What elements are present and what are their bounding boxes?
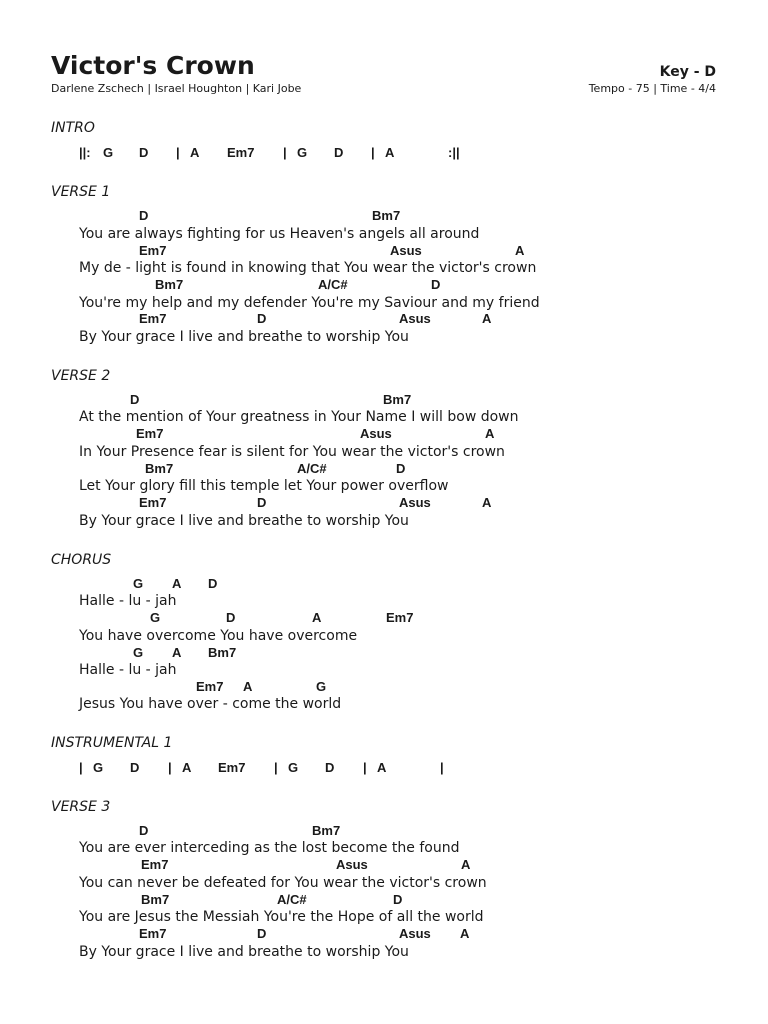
lyric-line: In Your Presence fear is silent for You wear the victor's crown [79, 444, 505, 460]
chord: A [172, 645, 182, 660]
bar-symbol: | [440, 760, 444, 775]
chord: D [208, 576, 218, 591]
section-title: INTRO [51, 120, 95, 136]
chord: Em7 [139, 495, 167, 510]
lyric-line: Jesus You have over - come the world [79, 696, 342, 712]
song-title: Victor's Crown [51, 51, 255, 80]
chord: A [243, 679, 253, 694]
chord: D [325, 760, 335, 775]
chord: A/C# [318, 277, 348, 292]
chord: D [130, 392, 140, 407]
bar-symbol: | [274, 760, 278, 775]
chord: Asus [390, 243, 422, 258]
chord: Bm7 [155, 277, 184, 292]
chord: Bm7 [145, 461, 174, 476]
lyric-line: Halle - lu - jah [79, 593, 177, 609]
lyric-line: By Your grace I live and breathe to worship You [79, 944, 409, 960]
song-authors: Darlene Zschech | Israel Houghton | Kari Jobe [51, 82, 302, 95]
chord: G [316, 679, 327, 694]
chord: Em7 [196, 679, 224, 694]
chord: A [385, 145, 395, 160]
chord: Bm7 [312, 823, 341, 838]
chord: A/C# [297, 461, 327, 476]
chord: Bm7 [141, 892, 170, 907]
bar-symbol: | [176, 145, 180, 160]
lyric-line: You are always fighting for us Heaven's angels all around [79, 226, 480, 242]
chord: D [257, 311, 267, 326]
chord: D [226, 610, 236, 625]
chord: D [334, 145, 344, 160]
lyric-line: You can never be defeated for You wear the victor's crown [79, 875, 487, 891]
chord: Bm7 [372, 208, 401, 223]
lyric-line: Halle - lu - jah [79, 662, 177, 678]
chord: G [150, 610, 161, 625]
chord: A [482, 495, 492, 510]
lyric-line: Let Your glory fill this temple let Your power overflow [79, 478, 449, 494]
lyric-line: My de - light is found in knowing that You wear the victor's crown [79, 260, 537, 276]
chord: A [515, 243, 525, 258]
chord: Em7 [136, 426, 164, 441]
chord: A [482, 311, 492, 326]
chord: A [312, 610, 322, 625]
chord: D [257, 926, 267, 941]
lyric-line: You're my help and my defender You're my Saviour and my friend [79, 295, 540, 311]
chord: D [431, 277, 441, 292]
song-key: Key - D [659, 64, 716, 80]
chord: G [133, 576, 144, 591]
section-title: INSTRUMENTAL 1 [51, 735, 173, 751]
chord: Em7 [227, 145, 255, 160]
chord: Bm7 [383, 392, 412, 407]
chord: A [377, 760, 387, 775]
section-title: VERSE 1 [51, 184, 111, 200]
chord: Em7 [141, 857, 169, 872]
lyric-line: You have overcome You have overcome [79, 628, 358, 644]
bar-symbol: | [363, 760, 367, 775]
chord: A/C# [277, 892, 307, 907]
bar-symbol: | [168, 760, 172, 775]
chord: D [139, 823, 149, 838]
chord: A [190, 145, 200, 160]
chord: A [460, 926, 470, 941]
chord: Em7 [386, 610, 414, 625]
chord: D [257, 495, 267, 510]
chord: Asus [399, 926, 431, 941]
chord: D [139, 145, 149, 160]
chord: A [485, 426, 495, 441]
chord: Asus [399, 311, 431, 326]
lyric-line: At the mention of Your greatness in Your Name I will bow down [79, 409, 519, 425]
chord: D [393, 892, 403, 907]
chord: A [461, 857, 471, 872]
lyric-line: You are Jesus the Messiah You're the Hope of all the world [79, 909, 484, 925]
section-title: CHORUS [51, 552, 112, 568]
lyric-line: You are ever interceding as the lost become the found [79, 840, 460, 856]
chord: Em7 [139, 926, 167, 941]
chord: Em7 [139, 243, 167, 258]
chord: Asus [399, 495, 431, 510]
chord: Bm7 [208, 645, 237, 660]
chord: Asus [360, 426, 392, 441]
chord: Em7 [218, 760, 246, 775]
chord: G [93, 760, 104, 775]
chord: Em7 [139, 311, 167, 326]
section-title: VERSE 2 [51, 368, 111, 384]
chord: A [182, 760, 192, 775]
chord: Asus [336, 857, 368, 872]
lyric-line: By Your grace I live and breathe to worship You [79, 513, 409, 529]
bar-symbol: | [283, 145, 287, 160]
lyric-line: By Your grace I live and breathe to worship You [79, 329, 409, 345]
chord: G [288, 760, 299, 775]
song-tempo-time: Tempo - 75 | Time - 4/4 [588, 82, 716, 95]
bar-symbol: ||: [79, 145, 91, 160]
section-title: VERSE 3 [51, 799, 111, 815]
chord: D [139, 208, 149, 223]
chord: D [396, 461, 406, 476]
chord: G [297, 145, 308, 160]
chord: D [130, 760, 140, 775]
bar-symbol: | [79, 760, 83, 775]
bar-symbol: :|| [448, 145, 460, 160]
chord: A [172, 576, 182, 591]
chord: G [103, 145, 114, 160]
bar-symbol: | [371, 145, 375, 160]
chord: G [133, 645, 144, 660]
